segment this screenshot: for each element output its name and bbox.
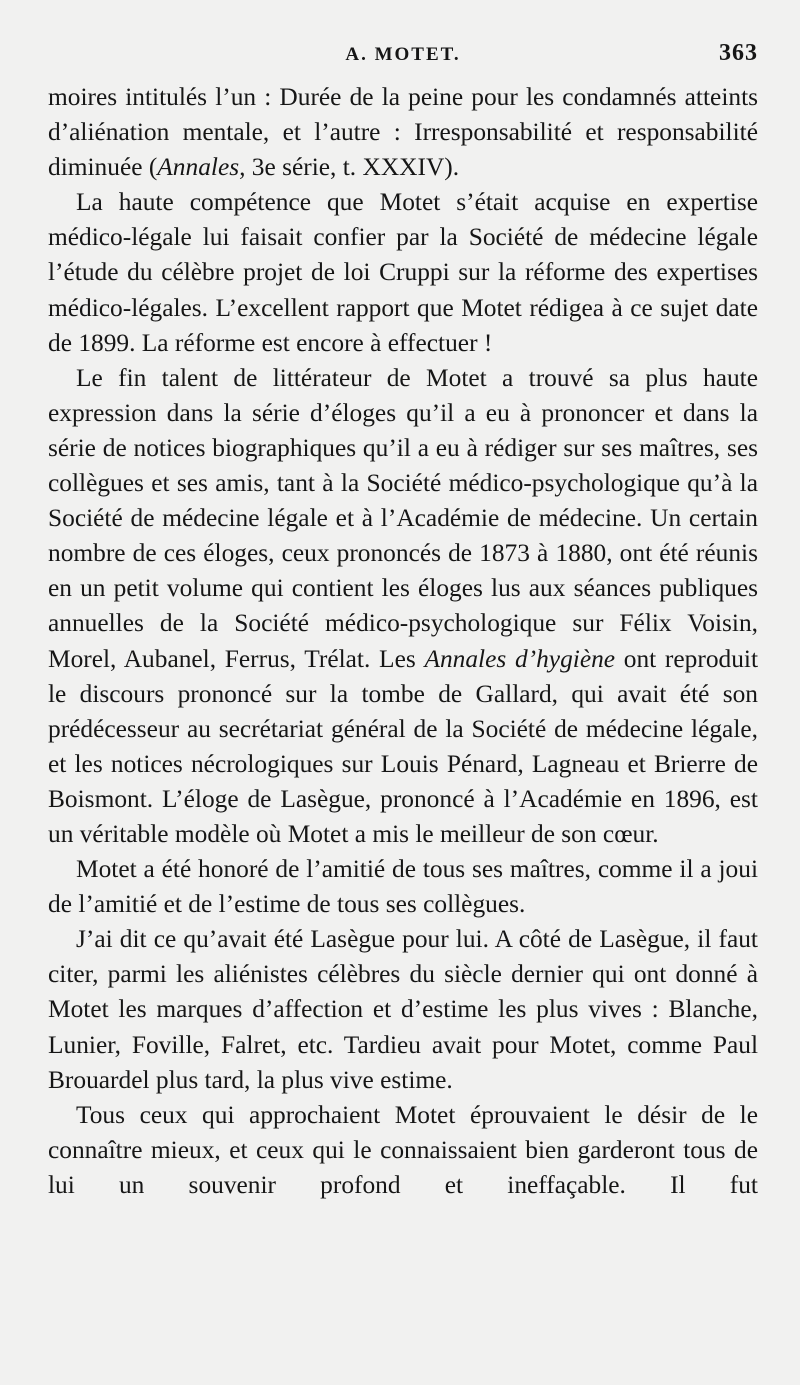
paragraph-1-text-end: 3e série, t. XXXIV). bbox=[245, 153, 460, 182]
paragraph-6: Tous ceux qui approchaient Motet éprouvaient le désir de le connaître mieux, et ceux qui le connaissaient bien garderont tous de lui un souvenir profond et ineffaçable. Il fut bbox=[48, 1100, 758, 1199]
page-number: 363 bbox=[719, 40, 758, 66]
paragraph-3-text: Le fin talent de littérateur de Motet a trouvé sa plus haute expression dans la série d’éloges qu’il a eu à prononcer et dans la série de notices biographiques qu’il a eu à rédiger sur ses maîtres, ses collègues et ses amis, tant à la Société médico-psychologique qu’à la Société de médecine légale et à l’Académie de médecine. Un certain nombre de ces éloges, ceux prononcés de 1873 à 1880, ont été réunis en un petit volume qui contient les éloges lus aux séances publiques annuelles de la Société médico-psychologique sur Félix Voisin, Morel, Aubanel, Ferrus, Trélat. Les bbox=[48, 363, 758, 673]
paragraph-1-text: moires intitulés l’un : Durée de la peine pour les condamnés atteints d’aliénation mentale, et l’autre : Irresponsabilité et responsabilité diminuée ( bbox=[48, 83, 758, 182]
paragraph-3 bbox=[48, 361, 758, 852]
paragraph-5: J’ai dit ce qu’avait été Lasègue pour lui. A côté de Lasègue, il faut citer, parmi les aliénistes célèbres du siècle dernier qui ont donné à Motet les marques d’affection et d’estime les plus vives : Blanche, Lunier, Foville, Falret, etc. Tardieu avait pour Motet, comme Paul Brouardel plus tard, la plus vive estime. bbox=[48, 925, 758, 1094]
paragraph-1 bbox=[48, 80, 758, 185]
paragraph-4: Motet a été honoré de l’amitié de tous ses maîtres, comme il a joui de l’amitié et de l’estime de tous ses collègues. bbox=[48, 855, 758, 919]
paragraph-2: La haute compétence que Motet s’était acquise en expertise médico-légale lui faisait confier par la Société de médecine légale l’étude du célèbre projet de loi Cruppi sur la réforme des expertises médico-légales. L’excellent rapport que Motet rédigea à ce sujet date de 1899. La réforme est encore à effectuer ! bbox=[48, 188, 758, 357]
paragraph-3-text-end: ont reproduit le discours prononcé sur la tombe de Gallard, qui avait été son prédécesseur au secrétariat général de la Société de médecine légale, et les notices nécrologiques sur Louis Pénard, Lagneau et Brierre de Boismont. L’éloge de Lasègue, prononcé à l’Académie en 1896, est un véritable modèle où Motet a mis le meilleur de son cœur. bbox=[48, 644, 759, 848]
running-head: A. MOTET. bbox=[345, 44, 461, 65]
paragraph-3-italic: Annales d’hygiène bbox=[424, 644, 616, 673]
paragraph-1-italic: Annales, bbox=[157, 153, 246, 182]
body-text bbox=[48, 80, 758, 1203]
page-header bbox=[48, 38, 758, 78]
